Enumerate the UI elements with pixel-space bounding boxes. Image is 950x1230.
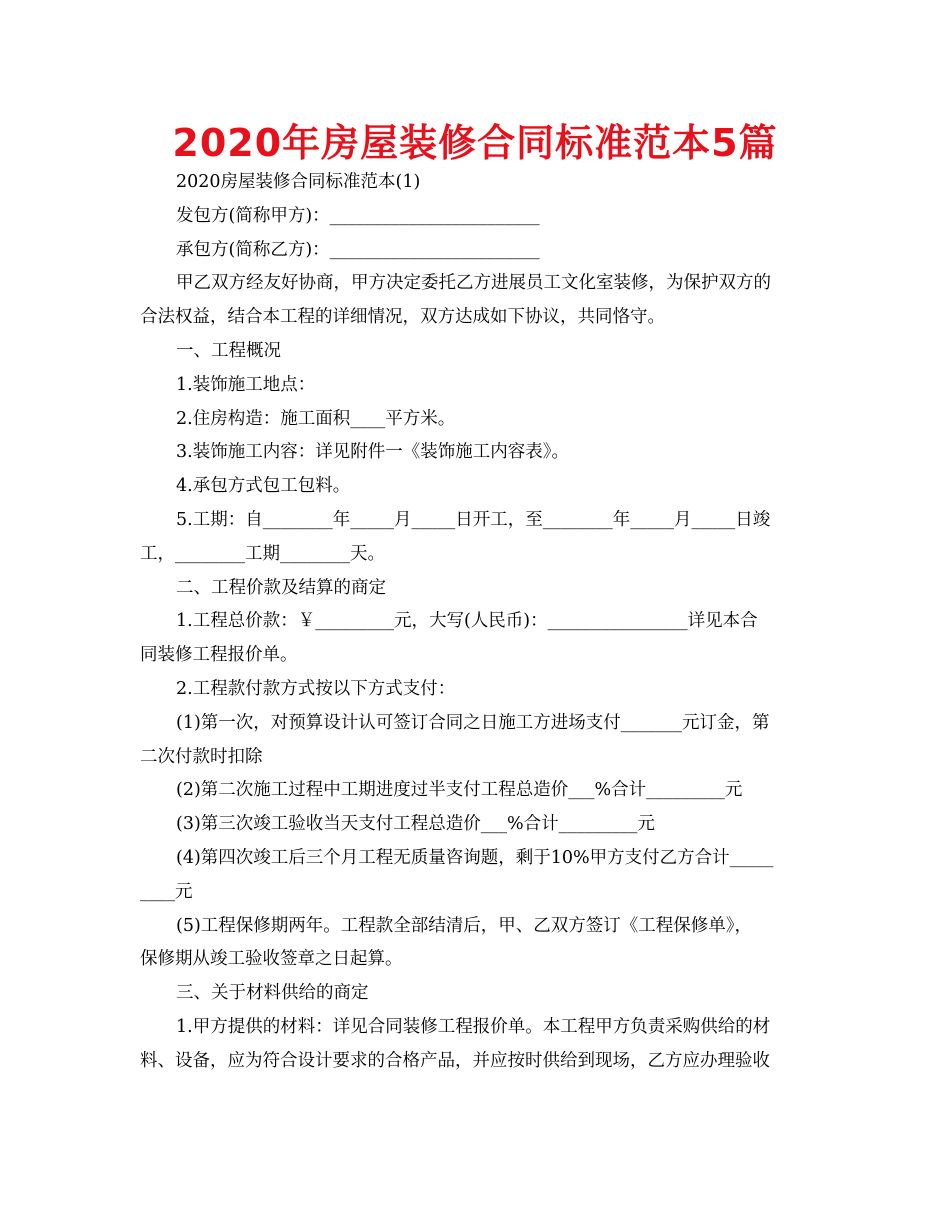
- text-line: 1.甲方提供的材料：详见合同装修工程报价单。本工程甲方负责采购供给的材: [176, 1016, 771, 1037]
- text-line: (2)第二次施工过程中工期进度过半支付工程总造价___%合计_________元: [176, 780, 743, 801]
- text-line: 一、工程概况: [176, 340, 281, 361]
- document-body: [140, 166, 812, 1079]
- text-line: (1)第一次，对预算设计认可签订合同之日施工方进场支付_______元订金，第: [176, 712, 770, 733]
- text-line: (3)第三次竣工验收当天支付工程总造价___%合计_________元: [176, 814, 655, 835]
- text-line: 发包方(简称甲方)：________________________: [176, 205, 540, 226]
- text-line: 甲乙双方经友好协商，甲方决定委托乙方进展员工文化室装修，为保护双方的: [176, 273, 771, 294]
- text-line: 1.工程总价款：￥_________元，大写(人民币)：________________详见本合: [176, 611, 758, 632]
- text-line: (4)第四次竣工后三个月工程无质量咨询题，剩于10%甲方支付乙方合计_____: [176, 847, 774, 868]
- text-line: 工，________工期________天。: [140, 543, 385, 564]
- text-line: 2.住房构造：施工面积____平方米。: [176, 408, 456, 429]
- text-line: ____元: [140, 881, 193, 902]
- text-line: 2020房屋装修合同标准范本(1): [176, 172, 421, 192]
- text-line: (5)工程保修期两年。工程款全部结清后，甲、乙双方签订《工程保修单》，: [176, 915, 753, 936]
- text-line: 三、关于材料供给的商定: [176, 983, 369, 1004]
- text-line: 2.工程款付款方式按以下方式支付：: [176, 678, 456, 699]
- text-line: 同装修工程报价单。: [140, 645, 298, 666]
- text-line: 承包方(简称乙方)：________________________: [176, 239, 540, 260]
- text-line: 二次付款时扣除: [140, 746, 263, 767]
- text-line: 合法权益，结合本工程的详细情况，双方达成如下协议，共同恪守。: [140, 307, 665, 328]
- document-title: 2020年房屋装修合同标准范本5篇: [172, 121, 778, 165]
- text-line: 1.装饰施工地点：: [176, 374, 316, 395]
- text-line: 4.承包方式包工包料。: [176, 476, 351, 497]
- text-line: 料、设备，应为符合设计要求的合格产品，并应按时供给到现场，乙方应办理验收: [140, 1050, 770, 1071]
- text-line: 3.装饰施工内容：详见附件一《装饰施工内容表》。: [176, 442, 569, 463]
- text-line: 保修期从竣工验收签章之日起算。: [140, 949, 403, 970]
- text-line: 二、工程价款及结算的商定: [176, 577, 386, 598]
- text-line: 5.工期：自________年_____月_____日开工，至________年_____月_____日竣: [176, 509, 771, 530]
